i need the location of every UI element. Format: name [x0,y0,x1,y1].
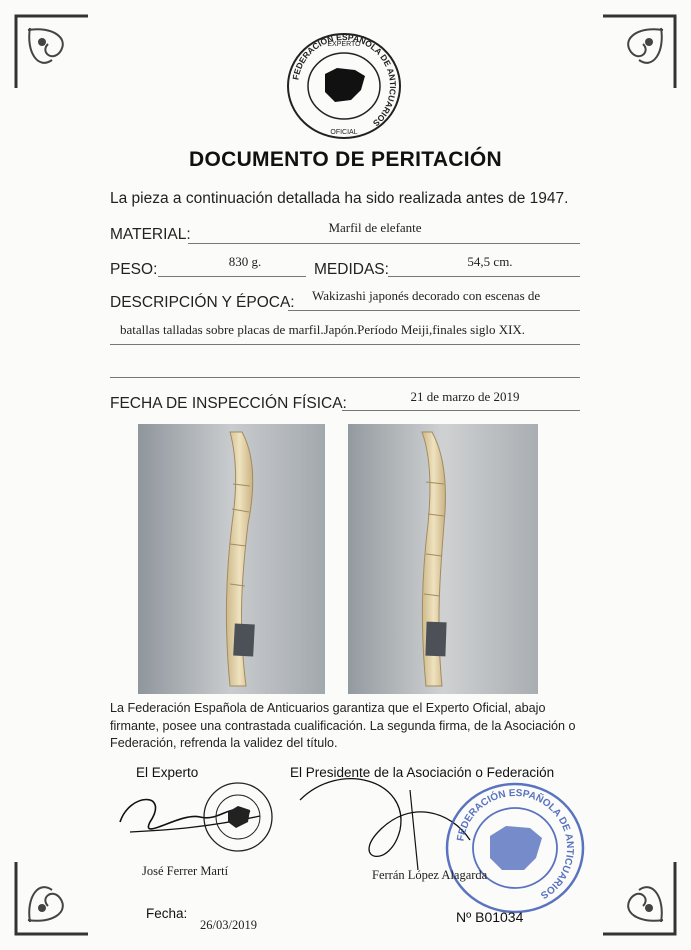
federation-blue-stamp [440,778,590,918]
spain-map-icon [325,68,365,102]
descripcion-line-1 [288,310,580,311]
spain-map-blue-icon [490,826,542,870]
expert-name: José Ferrer Martí [142,864,229,878]
intro-text: La pieza a continuación detallada ha sido realizada antes de 1947. [110,190,569,207]
federation-seal-top [285,30,403,142]
medidas-line [388,276,580,277]
descripcion-line-3 [110,377,580,378]
peso-line [158,276,306,277]
descripcion-value-1: Wakizashi japonés decorado con escenas de [312,288,541,303]
document-title: DOCUMENTO DE PERITACIÓN [189,148,502,171]
seal-bottom-text: OFICIAL [330,129,358,136]
expert-label: El Experto [136,765,199,780]
material-label: MATERIAL: [110,226,191,243]
blue-stamp-ring-text: FEDERACIÓN ESPAÑOLA DE ANTICUARIOS [455,787,576,901]
peso-label: PESO: [110,261,158,278]
guarantee-text: La Federación Española de Anticuarios garantiza que el Experto Oficial, abajo firmante, posee una contrastada cualificación. La segunda firma, de la Asociación o Federación, refrenda la validez del título. [110,701,576,750]
fecha-inspeccion-value: 21 de marzo de 2019 [410,389,520,404]
peso-value: 830 g. [228,254,262,269]
material-value: Marfil de elefante [328,220,422,235]
descripcion-line-2 [110,344,580,345]
medidas-value: 54,5 cm. [467,254,513,269]
president-label: El Presidente de la Asociación o Federación [290,765,555,780]
photo-left [138,424,325,694]
descripcion-value-2: batallas talladas sobre placas de marfil.Japón.Período Meiji,finales siglo XIX. [120,322,526,337]
corner-ornament-top-left [12,12,92,92]
seal-ring-text: FEDERACIÓN ESPAÑOLA DE ANTICUARIOS [290,31,399,129]
corner-ornament-bottom-right [599,858,679,938]
descripcion-label: DESCRIPCIÓN Y ÉPOCA: [110,294,295,311]
president-name: Ferrán López Alagarda [372,868,488,882]
certificate-number: Nº B01034 [456,909,524,925]
corner-ornament-bottom-left [12,858,92,938]
fecha-inspeccion-line [342,410,580,411]
medidas-label: MEDIDAS: [314,261,389,278]
material-line [188,243,580,244]
corner-ornament-top-right [599,12,679,92]
seal-top-text: EXPERTO [327,41,361,48]
fecha-label: Fecha: [146,906,188,921]
expert-signature [110,772,280,862]
fecha-value: 26/03/2019 [200,918,257,932]
fecha-inspeccion-label: FECHA DE INSPECCIÓN FÍSICA: [110,395,347,412]
photo-right [348,424,538,694]
